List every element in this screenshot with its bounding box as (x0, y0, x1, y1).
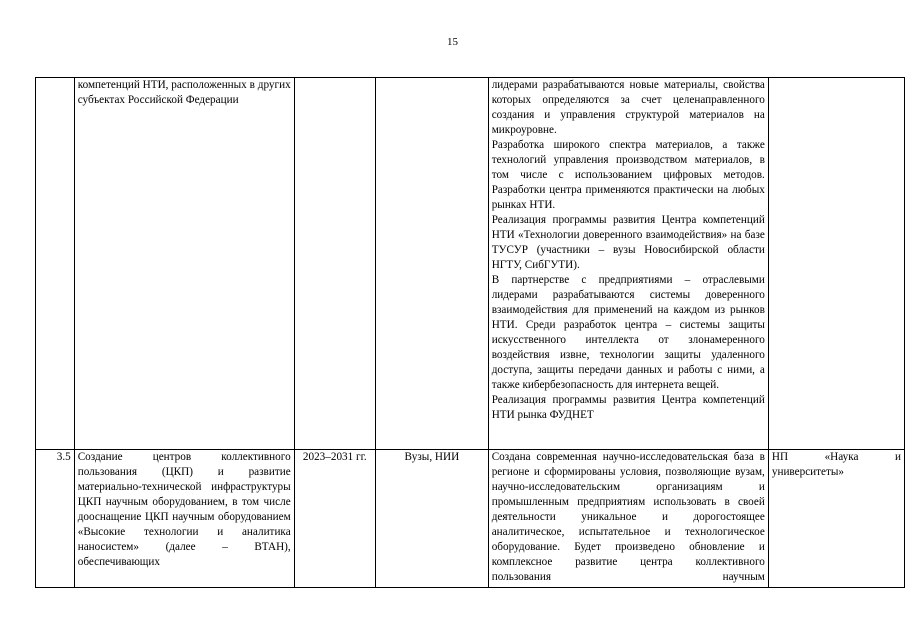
executors-cell: Вузы, НИИ (375, 450, 488, 588)
table-row (36, 450, 905, 588)
event-cell: Создание центров коллективного пользования (ЦКП) и развитие материально-технической инфраструктуры ЦКП научным оборудованием, в том числе дооснащение ЦКП научным оборудованием «Высокие технологии и аналитика наносистем» (далее – ВТАН), обеспечивающих (74, 450, 294, 588)
executors-cell (375, 78, 488, 450)
row-number-cell (36, 78, 75, 450)
row-number-cell: 3.5 (36, 450, 75, 588)
result-paragraph: Разработка широкого спектра материалов, а также технологий управления производством материалов, в том числе с использованием цифровых методов. Разработки центра применяются практически на любых рынках НТИ. (491, 139, 765, 211)
page-number: 15 (447, 36, 458, 48)
period-cell: 2023–2031 гг. (294, 450, 375, 588)
partners-cell: НП «Наука и университеты» (768, 450, 904, 588)
result-paragraph: лидерами разрабатываются новые материалы, свойства которых определяются за счет целенаправленного создания и управления структурой материалов на микроуровне. (491, 79, 765, 136)
result-cell (488, 450, 768, 588)
event-cell: компетенций НТИ, расположенных в других субъектах Российской Федерации (74, 78, 294, 450)
measures-table (35, 77, 905, 588)
result-paragraph: В партнерстве с предприятиями – отраслевыми лидерами разрабатываются системы доверенного взаимодействия для применений на каждом из рынков НТИ. Среди разработок центра – системы защиты искусственного интеллекта от злонамеренного воздействия извне, технологии защиты удаленного доступа, защиты передачи данных и работы с ними, а также кибербезопасность для интернета вещей. (491, 274, 765, 391)
result-cell (488, 78, 768, 450)
result-paragraph: Реализация программы развития Центра компетенций НТИ «Технологии доверенного взаимодействия» на базе ТУСУР (участники – вузы Новосибирской области НГТУ, СибГУТИ). (491, 214, 765, 271)
period-cell (294, 78, 375, 450)
result-paragraph: Реализация программы развития Центра компетенций НТИ рынка ФУДНЕТ (491, 394, 765, 421)
partners-cell (768, 78, 904, 450)
result-paragraph: Создана современная научно-исследовательская база в регионе и сформированы условия, позволяющие вузам, научно-исследовательским организациям и промышленным предприятиям использовать в своей деятельности уникальное и дорогостоящее аналитическое, испытательное и технологическое оборудование. Будет произведено обновление и комплексное развитие центра коллективного пользования научным (491, 451, 765, 583)
table-row (36, 78, 905, 450)
